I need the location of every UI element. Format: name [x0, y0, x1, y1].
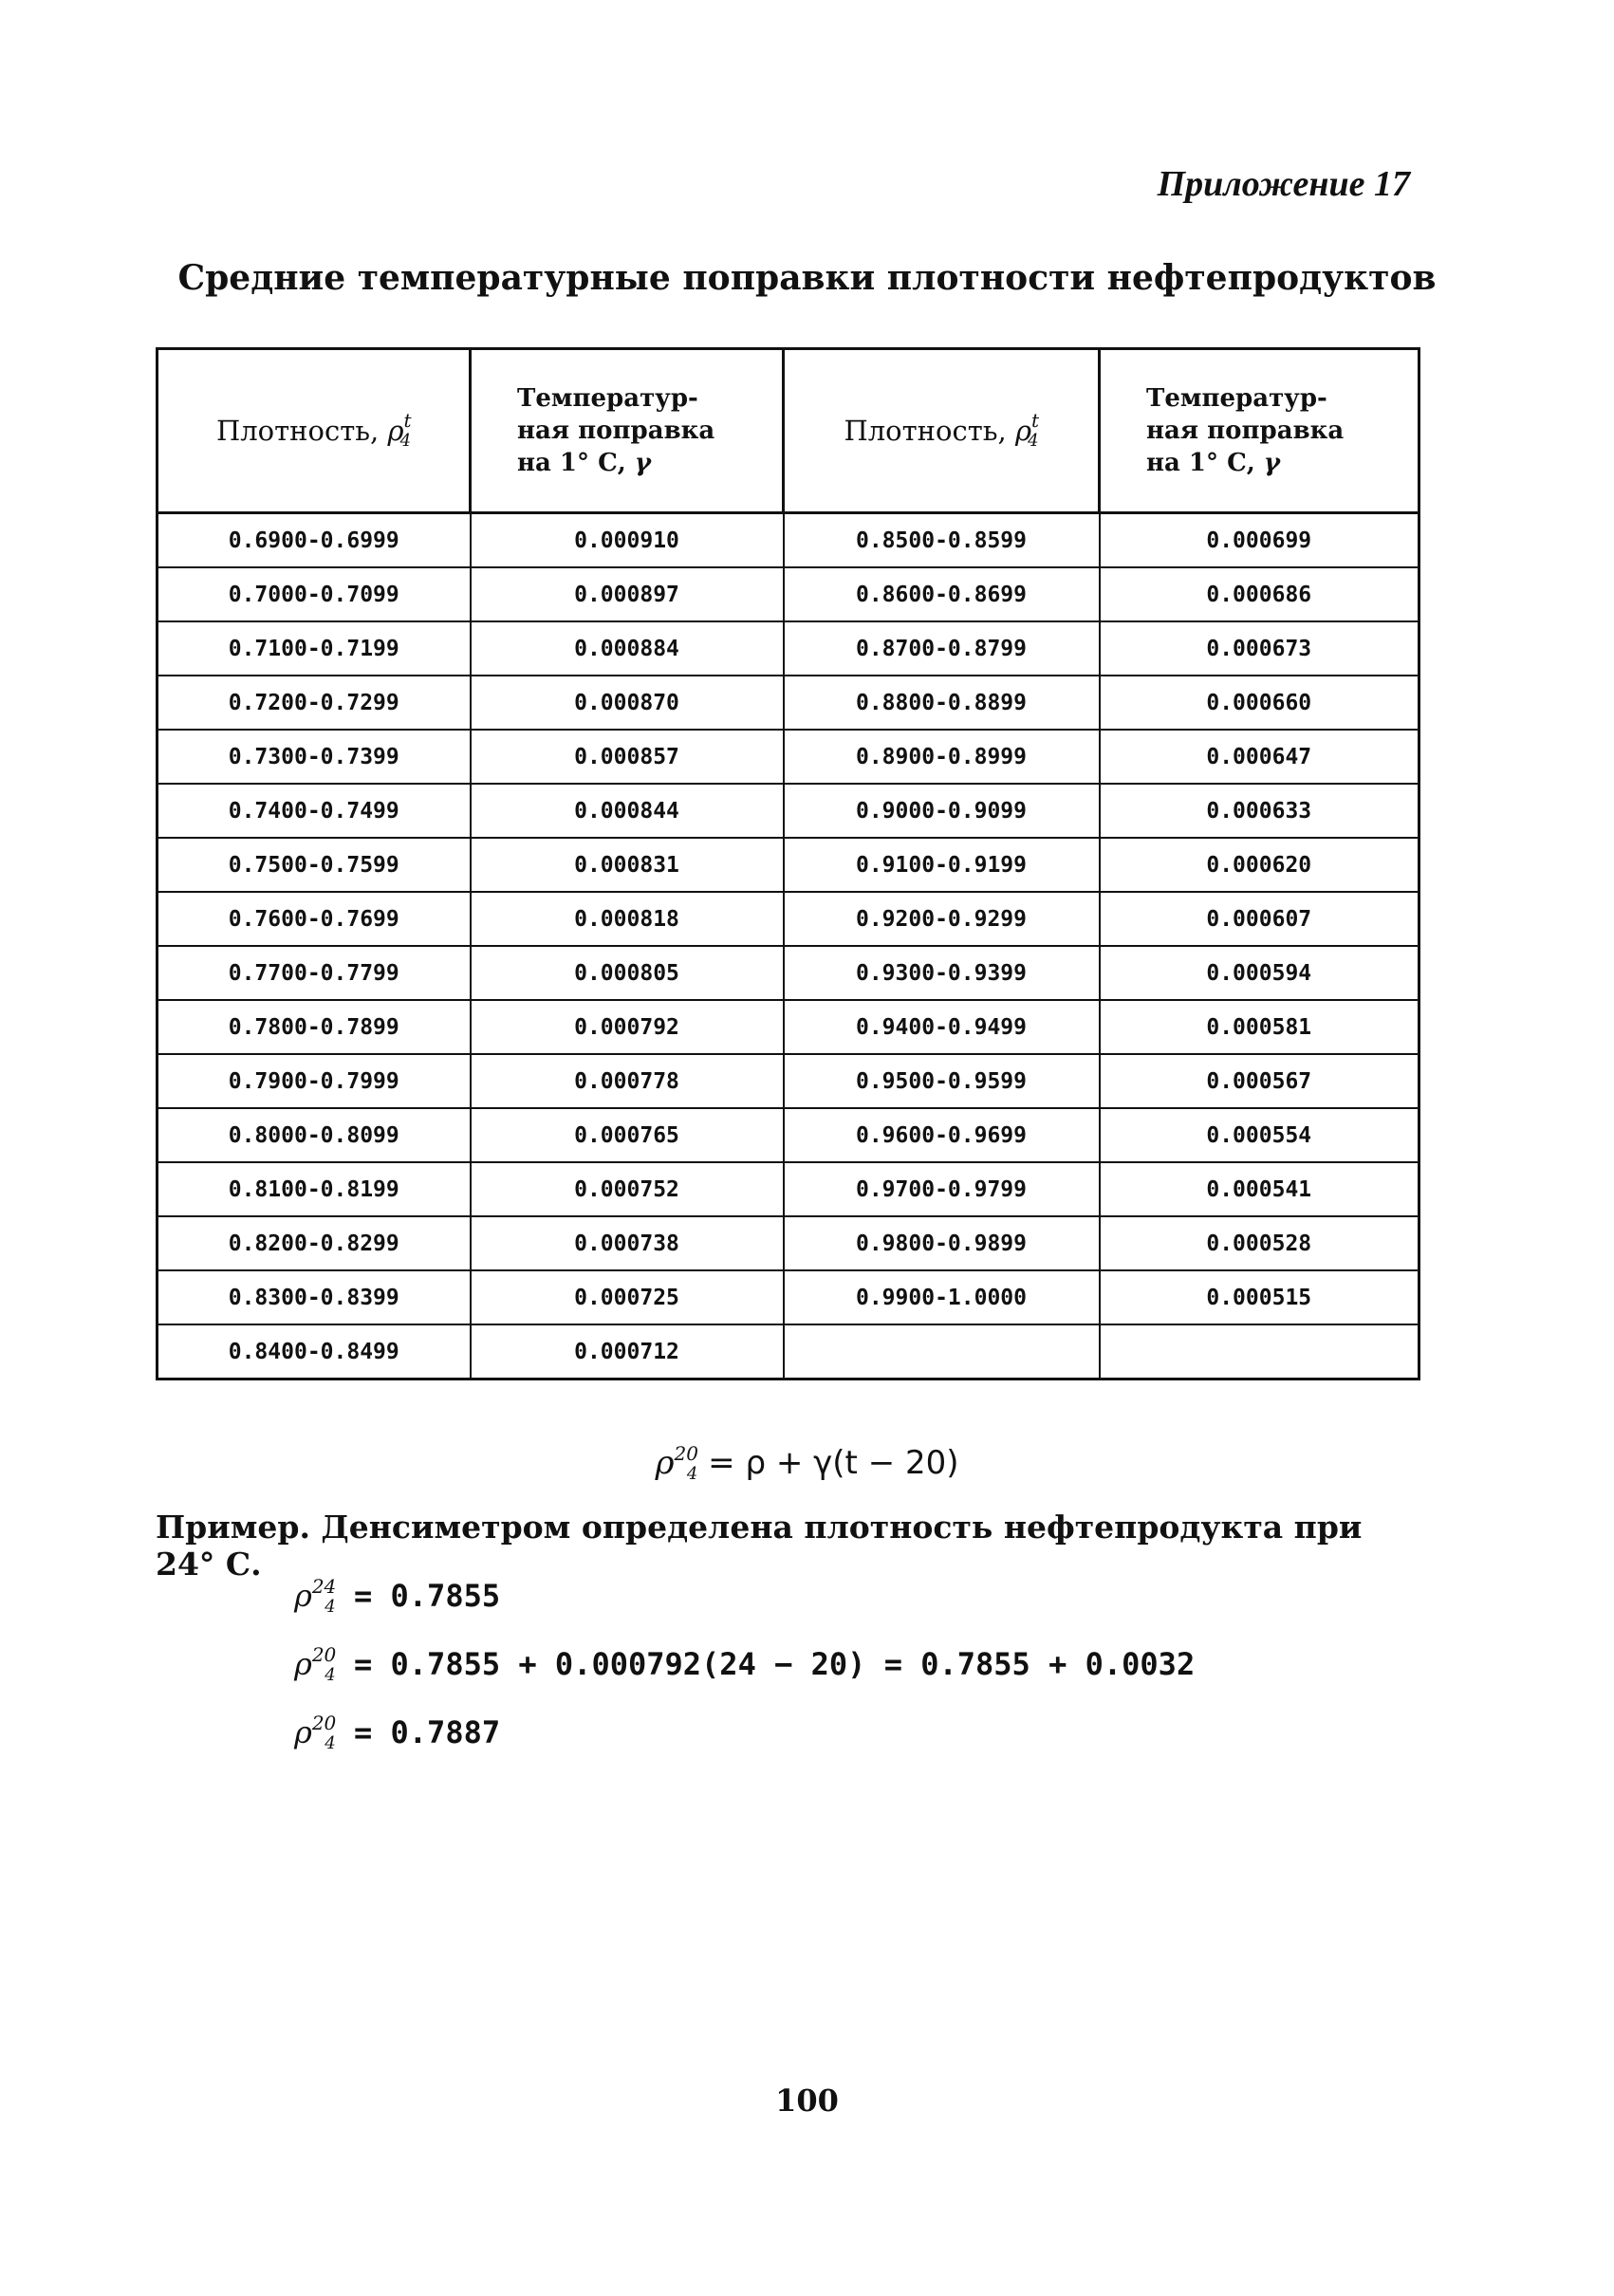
density-correction-table	[156, 347, 1420, 1380]
table-header-row	[158, 349, 1419, 513]
density-cell	[784, 1324, 1100, 1379]
density-cell: 0.7800-0.7899	[158, 1000, 471, 1054]
density-cell: 0.7100-0.7199	[158, 621, 471, 676]
correction-cell: 0.000752	[471, 1162, 784, 1216]
correction-cell: 0.000765	[471, 1108, 784, 1162]
correction-cell: 0.000738	[471, 1216, 784, 1270]
density-cell: 0.9100-0.9199	[784, 838, 1100, 892]
table-row	[158, 676, 1419, 730]
table-row	[158, 1054, 1419, 1108]
correction-cell: 0.000594	[1100, 946, 1419, 1000]
gamma-symbol: γ	[1263, 449, 1281, 477]
correction-header-right: Температур- ная поправка на 1° С, γ	[1100, 349, 1419, 513]
correction-cell: 0.000581	[1100, 1000, 1419, 1054]
table-row	[158, 1324, 1419, 1379]
table-row	[158, 567, 1419, 621]
correction-cell: 0.000778	[471, 1054, 784, 1108]
table-row	[158, 730, 1419, 784]
density-cell: 0.9200-0.9299	[784, 892, 1100, 946]
density-cell: 0.9500-0.9599	[784, 1054, 1100, 1108]
gamma-symbol: γ	[634, 449, 652, 477]
density-cell: 0.7600-0.7699	[158, 892, 471, 946]
correction-cell: 0.000725	[471, 1270, 784, 1324]
table-row	[158, 1270, 1419, 1324]
correction-cell: 0.000897	[471, 567, 784, 621]
correction-cell: 0.000686	[1100, 567, 1419, 621]
density-cell: 0.8100-0.8199	[158, 1162, 471, 1216]
correction-cell: 0.000515	[1100, 1270, 1419, 1324]
correction-cell: 0.000607	[1100, 892, 1419, 946]
correction-cell: 0.000910	[471, 513, 784, 568]
density-cell: 0.7300-0.7399	[158, 730, 471, 784]
correction-cell: 0.000647	[1100, 730, 1419, 784]
table-row	[158, 1108, 1419, 1162]
table-row	[158, 946, 1419, 1000]
correction-cell: 0.000673	[1100, 621, 1419, 676]
density-cell: 0.6900-0.6999	[158, 513, 471, 568]
correction-cell: 0.000660	[1100, 676, 1419, 730]
density-cell: 0.7000-0.7099	[158, 567, 471, 621]
table-row	[158, 1000, 1419, 1054]
table-row	[158, 1216, 1419, 1270]
density-cell: 0.8300-0.8399	[158, 1270, 471, 1324]
density-cell: 0.8000-0.8099	[158, 1108, 471, 1162]
density-cell: 0.8500-0.8599	[784, 513, 1100, 568]
correction-cell	[1100, 1324, 1419, 1379]
density-cell: 0.8200-0.8299	[158, 1216, 471, 1270]
correction-cell: 0.000805	[471, 946, 784, 1000]
table-row	[158, 784, 1419, 838]
page-title: Средние температурные поправки плотности нефтепродуктов	[177, 258, 1437, 298]
correction-cell: 0.000528	[1100, 1216, 1419, 1270]
correction-cell: 0.000567	[1100, 1054, 1419, 1108]
formula: $\rho^{20}_4 = \rho + \gamma(t - 20)$	[655, 1442, 959, 1484]
density-cell: 0.8700-0.8799	[784, 621, 1100, 676]
density-cell: 0.9900-1.0000	[784, 1270, 1100, 1324]
correction-cell: 0.000699	[1100, 513, 1419, 568]
density-cell: 0.9800-0.9899	[784, 1216, 1100, 1270]
density-cell: 0.7400-0.7499	[158, 784, 471, 838]
table-row	[158, 838, 1419, 892]
density-cell: 0.9000-0.9099	[784, 784, 1100, 838]
calc-line-1: $\rho^{24}_4 = 0.7855$	[294, 1575, 501, 1617]
density-cell: 0.9600-0.9699	[784, 1108, 1100, 1162]
correction-cell: 0.000870	[471, 676, 784, 730]
density-header-right: Плотность, $\rho^t_4$	[784, 349, 1100, 513]
density-cell: 0.9700-0.9799	[784, 1162, 1100, 1216]
correction-cell: 0.000633	[1100, 784, 1419, 838]
density-cell: 0.7500-0.7599	[158, 838, 471, 892]
correction-header-left: Температур- ная поправка на 1° С, γ	[471, 349, 784, 513]
correction-cell: 0.000541	[1100, 1162, 1419, 1216]
rho-symbol: $\rho^t_4$	[387, 409, 412, 451]
density-cell: 0.7700-0.7799	[158, 946, 471, 1000]
correction-cell: 0.000857	[471, 730, 784, 784]
correction-cell: 0.000818	[471, 892, 784, 946]
correction-cell: 0.000831	[471, 838, 784, 892]
density-cell: 0.9400-0.9499	[784, 1000, 1100, 1054]
density-cell: 0.9300-0.9399	[784, 946, 1100, 1000]
table-row	[158, 892, 1419, 946]
table-row	[158, 513, 1419, 568]
calc-line-2: $\rho^{20}_4 = 0.7855 + 0.000792(24 - 20) = 0.7855 + 0.0032$	[294, 1643, 1196, 1685]
table-row	[158, 621, 1419, 676]
calc-line-3: $\rho^{20}_4 = 0.7887$	[294, 1712, 501, 1753]
correction-cell: 0.000712	[471, 1324, 784, 1379]
correction-cell: 0.000620	[1100, 838, 1419, 892]
density-cell: 0.8400-0.8499	[158, 1324, 471, 1379]
correction-cell: 0.000554	[1100, 1108, 1419, 1162]
correction-cell: 0.000884	[471, 621, 784, 676]
density-cell: 0.8800-0.8899	[784, 676, 1100, 730]
density-header-left: Плотность, $\rho^t_4$	[158, 349, 471, 513]
density-cell: 0.7900-0.7999	[158, 1054, 471, 1108]
table-row	[158, 1162, 1419, 1216]
page-number: 100	[775, 2083, 839, 2119]
example-text: Пример. Денсиметром определена плотность нефтепродукта при 24° С.	[156, 1509, 1363, 1583]
density-cell: 0.7200-0.7299	[158, 676, 471, 730]
appendix-label: Приложение 17	[1157, 164, 1410, 204]
correction-cell: 0.000844	[471, 784, 784, 838]
density-cell: 0.8600-0.8699	[784, 567, 1100, 621]
rho-symbol: $\rho^t_4$	[1014, 409, 1040, 451]
correction-cell: 0.000792	[471, 1000, 784, 1054]
density-cell: 0.8900-0.8999	[784, 730, 1100, 784]
